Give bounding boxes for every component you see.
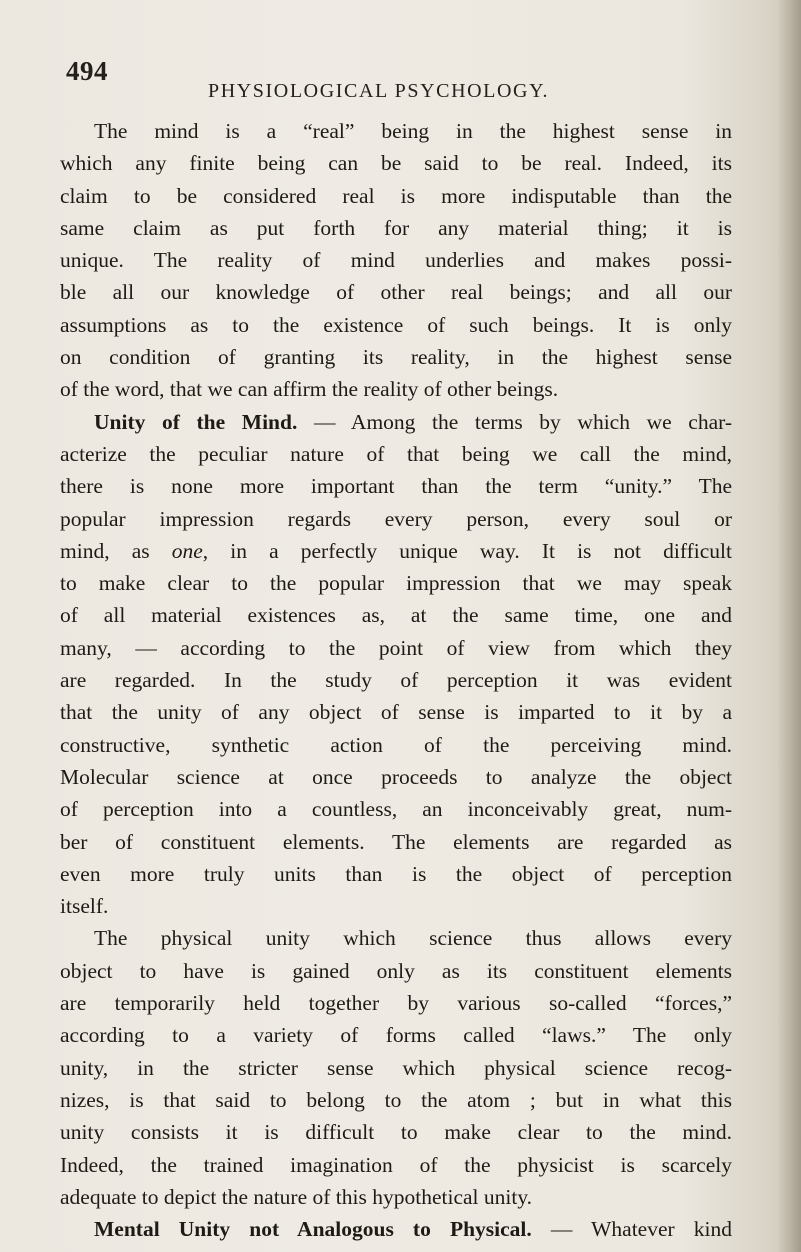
page-header [0,56,801,102]
text-segment: according to a variety of forms called “laws.” The only [60,1023,732,1048]
emphasis: one [171,538,203,563]
text-segment: same claim as put forth for any material thing; it is [60,215,732,240]
text-line [60,115,732,147]
text-segment: assumptions as to the existence of such beings. It is only [60,312,732,337]
text-segment: object to have is gained only as its constituent elements [60,958,732,983]
text-line [60,212,732,244]
text-line [60,470,732,502]
section-heading: Unity of the Mind. [94,409,298,434]
text-line [60,793,732,825]
text-line [60,1213,732,1245]
text-segment: ber of constituent elements. The elements are regarded as [60,829,732,854]
text-line [60,826,732,858]
text-segment: many, — according to the point of view from which they [60,635,732,660]
text-line [60,406,732,438]
text-segment: mind, as [60,538,172,563]
text-segment: nizes, is that said to belong to the atom ; but in what this [60,1087,732,1112]
text-segment: The physical unity which science thus allows every [94,926,732,951]
text-line [60,858,732,890]
text-line [60,276,732,308]
text-line [60,341,732,373]
text-segment: unity consists it is difficult to make clear to the mind. [60,1120,732,1145]
text-segment: The mind is a “real” being in the highest sense in [94,119,732,143]
running-head: PHYSIOLOGICAL PSYCHOLOGY. [208,80,550,102]
text-segment: which any finite being can be said to be real. Indeed, its [60,151,732,176]
text-line [60,761,732,793]
text-line [60,696,732,728]
text-segment: ble all our knowledge of other real beings; and all our [60,280,732,305]
text-segment: Indeed, the trained imagination of the physicist is scarcely [60,1152,732,1177]
text-segment: itself. [60,894,109,919]
text-line [60,890,732,922]
text-line [60,180,732,212]
text-line [60,922,732,954]
text-line [60,599,732,631]
text-segment: constructive, synthetic action of the perceiving mind. [60,732,732,757]
text-line [60,535,732,567]
text-line [60,309,732,341]
text-segment: adequate to depict the nature of this hypothetical unity. [60,1184,533,1209]
text-segment: acterize the peculiar nature of that being we call the mind, [60,441,732,466]
text-line [60,503,732,535]
text-line [60,1149,732,1181]
section-heading: Mental Unity not Analogous to Physical. [94,1217,532,1242]
text-line [60,1116,732,1148]
text-line [60,1181,732,1213]
text-segment: of all material existences as, at the same time, one and [60,603,732,628]
page-number: 494 [66,56,108,86]
text-segment: to make clear to the popular impression that we may speak [60,571,732,596]
text-line [60,567,732,599]
text-line [60,987,732,1019]
text-segment: — Among the terms by which we char- [297,409,732,434]
page-edge-shadow [777,0,801,1252]
text-segment: even more truly units than is the object of perception [60,861,732,886]
text-line [60,147,732,179]
text-segment: unity, in the stricter sense which physical science recog- [60,1055,732,1080]
text-segment: there is none more important than the term “unity.” The [60,474,732,499]
text-segment: claim to be considered real is more indisputable than the [60,183,732,208]
text-line [60,373,732,405]
text-segment: popular impression regards every person, every soul or [60,506,732,531]
text-segment: of the word, that we can affirm the reality of other beings. [60,377,559,402]
text-line [60,438,732,470]
text-segment: are regarded. In the study of perception it was evident [60,668,732,693]
text-segment: , in a perfectly unique way. It is not difficult [202,538,732,563]
text-line [60,1019,732,1051]
text-line [60,244,732,276]
text-line [60,1052,732,1084]
text-segment: — Whatever kind [531,1217,732,1242]
text-segment: unique. The reality of mind underlies and makes possi- [60,248,732,273]
text-segment: are temporarily held together by various so-called “forces,” [60,991,732,1016]
text-line [60,955,732,987]
text-segment: Molecular science at once proceeds to analyze the object [60,764,732,789]
text-line [60,632,732,664]
text-line [60,1084,732,1116]
text-segment: of perception into a countless, an inconceivably great, num- [60,797,732,822]
text-segment: on condition of granting its reality, in the highest sense [60,345,732,370]
body-text [60,115,732,1245]
text-segment: that the unity of any object of sense is imparted to it by a [60,700,732,725]
text-line [60,664,732,696]
text-line [60,729,732,761]
